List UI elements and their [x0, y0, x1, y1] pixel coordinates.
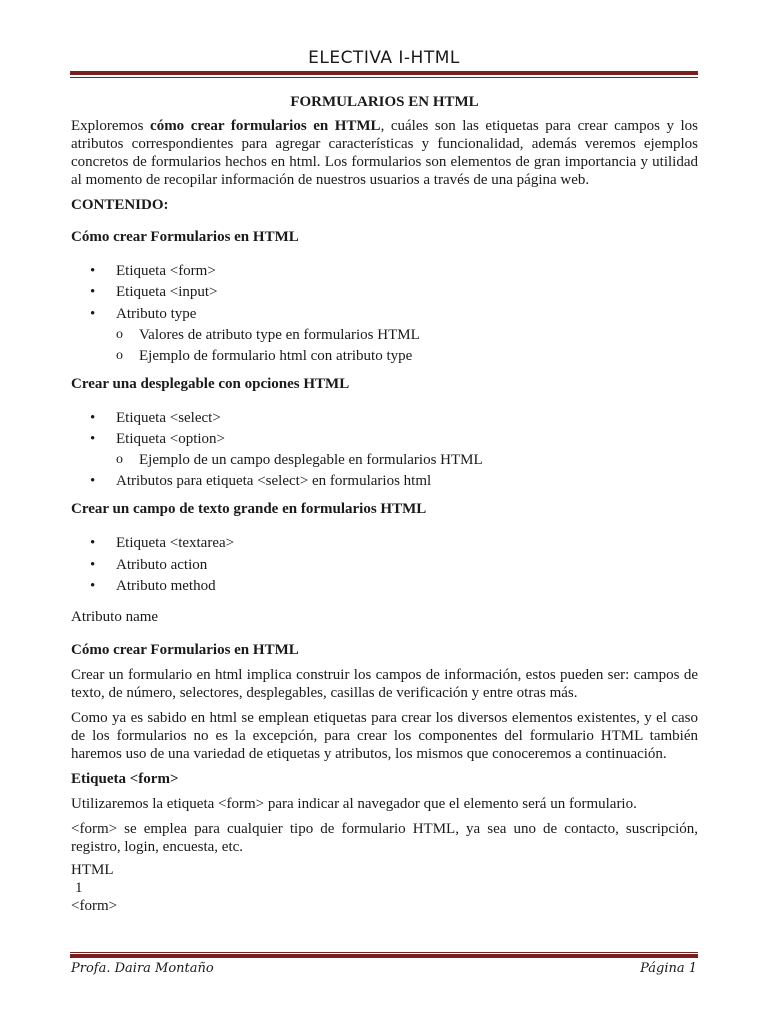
list-item-text: Etiqueta <select> [116, 409, 221, 426]
section-paragraph-2: Como ya es sabido en html se emplean etiquetas para crear los diversos elementos existentes, y el caso de los formularios no es la excepción, para crear los componentes del formulario HTML también haremos uso de una variedad de etiquetas y atributos, los mismos que conoceremos a continuación. [71, 710, 698, 763]
toc-list-1 [71, 262, 698, 365]
sub-list-item-text: Valores de atributo type en formularios HTML [139, 326, 420, 343]
code-label: HTML [71, 862, 114, 879]
intro-post: , cuáles son las etiquetas para crear campos y los atributos correspondientes para agregar características y funcionalidad, además veremos ejemplos concretos de formularios hechos en html. Los formularios son elementos de gran importancia y utilidad al momento de recopilar información de nuestros usuarios a través de una página web. [71, 118, 698, 188]
footer-page-number: Página 1 [640, 961, 697, 976]
document-body [71, 93, 698, 915]
header-rule-thin [70, 77, 698, 78]
section-paragraph-1: Crear un formulario en html implica construir los campos de información, estos pueden ser: campos de texto, de número, selectores, desplegables, casillas de verificación y entre otras más. [71, 667, 698, 702]
toc-sublist-2 [116, 451, 698, 469]
footer-rule-thick [70, 954, 698, 958]
footer-author: Profa. Daira Montaño [71, 961, 214, 976]
toc-list-3 [71, 534, 698, 595]
list-item [71, 409, 698, 427]
list-item [71, 556, 698, 574]
list-item [71, 283, 698, 301]
sub-list-item-text: Ejemplo de un campo desplegable en formularios HTML [139, 452, 483, 469]
list-item-text: Atributo action [116, 556, 208, 573]
sub-list-item [116, 347, 698, 365]
list-item [71, 534, 698, 552]
toc-list-2 [71, 409, 698, 491]
atributo-name-text: Atributo name [71, 609, 159, 626]
intro-pre: Exploremos [71, 118, 151, 134]
list-item-text: Atributo method [116, 578, 216, 595]
header-rule-thick [70, 71, 698, 75]
page-header-title: ELECTIVA I-HTML [308, 48, 460, 68]
list-item-text: Etiqueta <option> [116, 431, 225, 448]
list-item-text: Etiqueta <textarea> [116, 535, 235, 552]
contenido-heading: CONTENIDO: [71, 197, 169, 213]
code-line-number: 1 [75, 880, 83, 897]
list-item [71, 472, 698, 490]
sub-list-item [116, 451, 698, 469]
list-item [71, 430, 698, 469]
toc-sublist-1 [116, 326, 698, 365]
section-heading: Cómo crear Formularios en HTML [71, 642, 299, 659]
form-heading: Etiqueta <form> [71, 771, 179, 788]
list-item-text: Atributo type [116, 305, 197, 322]
list-item [71, 577, 698, 595]
intro-paragraph [71, 117, 698, 189]
footer-rule-thin [70, 952, 698, 953]
toc-heading-2: Crear una desplegable con opciones HTML [71, 375, 350, 392]
code-line: <form> [71, 898, 118, 915]
main-title: FORMULARIOS EN HTML [290, 94, 479, 110]
toc-heading-1: Cómo crear Formularios en HTML [71, 229, 299, 245]
sub-list-item [116, 326, 698, 344]
list-item-text: Etiqueta <form> [116, 263, 216, 279]
list-item [71, 305, 698, 365]
toc-heading-3: Crear un campo de texto grande en formularios HTML [71, 501, 427, 518]
list-item [71, 262, 698, 280]
intro-bold: cómo crear formularios en HTML [150, 118, 381, 134]
list-item-text: Atributos para etiqueta <select> en formularios html [116, 473, 432, 490]
form-paragraph-2: <form> se emplea para cualquier tipo de formulario HTML, ya sea uno de contacto, suscripción, registro, login, encuesta, etc. [71, 821, 698, 856]
sub-list-item-text: Ejemplo de formulario html con atributo type [139, 347, 413, 364]
list-item-text: Etiqueta <input> [116, 284, 218, 301]
form-paragraph-1: Utilizaremos la etiqueta <form> para indicar al navegador que el elemento será un formulario. [71, 796, 637, 813]
